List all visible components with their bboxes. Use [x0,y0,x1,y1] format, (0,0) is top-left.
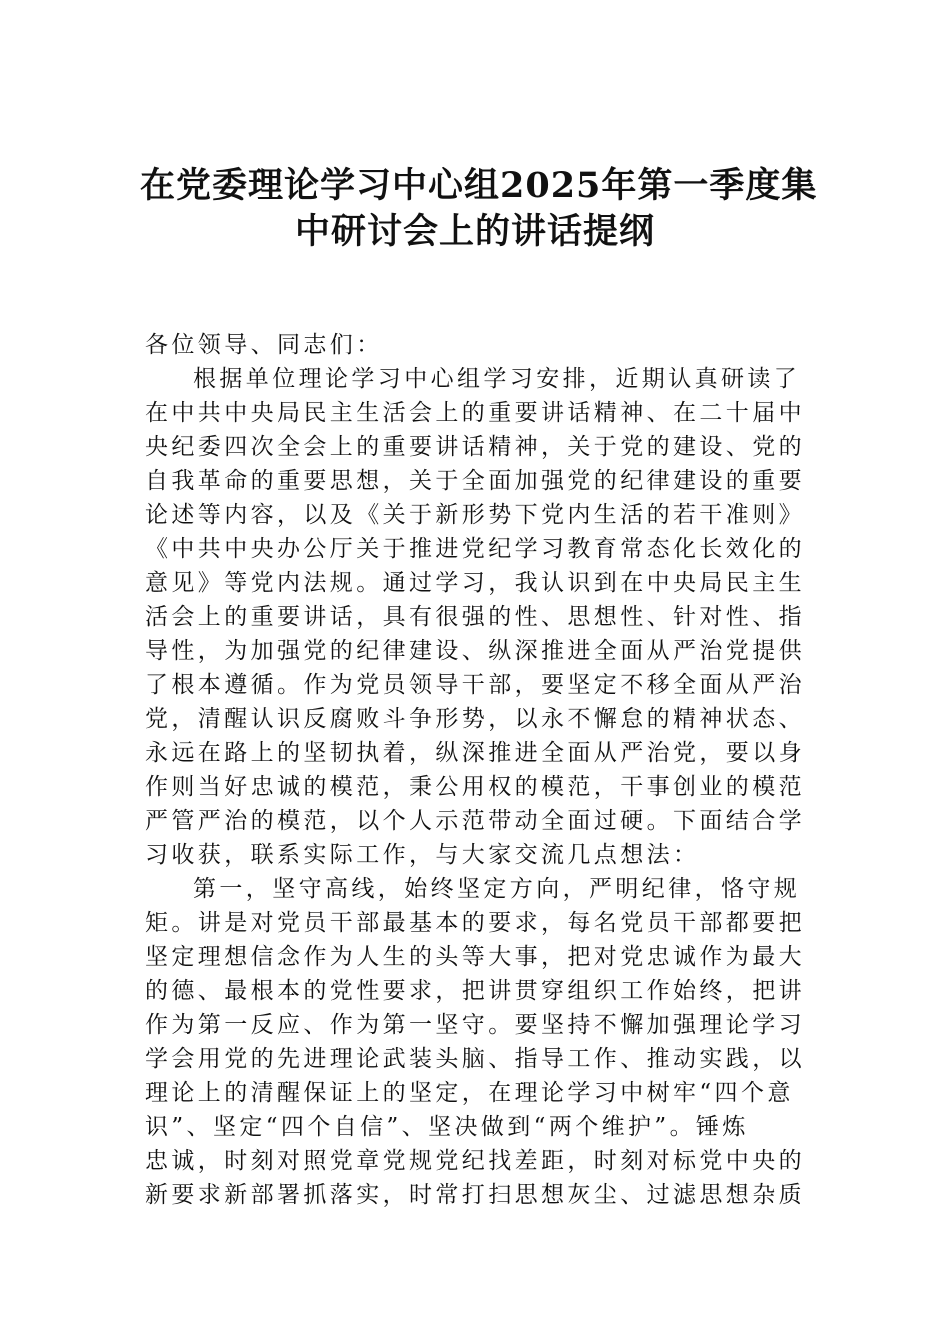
body-line: 严管严治的模范，以个人示范带动全面过硬。下面结合学 [145,808,805,834]
salutation: 各位领导、同志们： [145,332,383,358]
body-line: 习收获，联系实际工作，与大家交流几点想法： [145,842,700,868]
body-line: 导性，为加强党的纪律建设、纵深推进全面从严治党提供 [145,638,805,664]
body-line: 学会用党的先进理论武装头脑、指导工作、推动实践，以 [145,1046,805,1072]
body-line: 意见》等党内法规。通过学习，我认识到在中央局民主生 [145,570,805,596]
body-line: 新要求新部署抓落实，时常打扫思想灰尘、过滤思想杂质 [145,1182,805,1208]
body-paragraphs [145,362,815,1212]
body-line: 理论上的清醒保证上的坚定，在理论学习中树牢“四个意 [145,1080,794,1106]
body-line: 在中共中央局民主生活会上的重要讲话精神、在二十届中 [145,400,805,426]
document-title-line-1: 在党委理论学习中心组2025年第一季度集 [140,165,818,206]
body-line: 第一，坚守高线，始终坚定方向，严明纪律，恪守规 [193,876,801,902]
body-line: 作为第一反应、作为第一坚守。要坚持不懈加强理论学习 [145,1012,805,1038]
body-line: 央纪委四次全会上的重要讲话精神，关于党的建设、党的 [145,434,805,460]
body-line: 识”、坚定“四个自信”、坚决做到“两个维护”。锤炼 [145,1114,749,1140]
body-line: 矩。讲是对党员干部最基本的要求，每名党员干部都要把 [145,910,805,936]
body-line: 作则当好忠诚的模范，秉公用权的模范，干事创业的模范 [145,774,805,800]
body-line: 的德、最根本的党性要求，把讲贯穿组织工作始终，把讲 [145,978,805,1004]
body-line: 活会上的重要讲话，具有很强的性、思想性、针对性、指 [145,604,805,630]
body-line: 忠诚，时刻对照党章党规党纪找差距，时刻对标党中央的 [145,1148,805,1174]
body-line: 了根本遵循。作为党员领导干部，要坚定不移全面从严治 [145,672,805,698]
body-line: 坚定理想信念作为人生的头等大事，把对党忠诚作为最大 [145,944,805,970]
body-line: 根据单位理论学习中心组学习安排，近期认真研读了 [193,366,801,392]
body-line: 党，清醒认识反腐败斗争形势，以永不懈怠的精神状态、 [145,706,805,732]
body-line: 论述等内容，以及《关于新形势下党内生活的若干准则》 [145,502,805,528]
document-body [145,328,815,1212]
body-line: 《中共中央办公厅关于推进党纪学习教育常态化长效化的 [145,536,805,562]
body-line: 永远在路上的坚韧执着，纵深推进全面从严治党，要以身 [145,740,805,766]
document-title-line-2: 中研讨会上的讲话提纲 [294,211,655,252]
body-line: 自我革命的重要思想，关于全面加强党的纪律建设的重要 [145,468,805,494]
